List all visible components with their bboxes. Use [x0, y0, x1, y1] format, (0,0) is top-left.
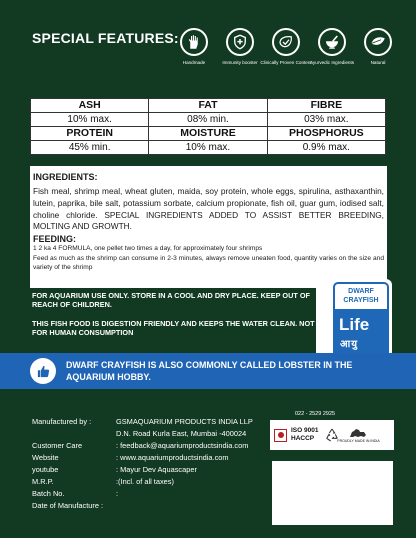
leaf-icon	[364, 28, 392, 56]
thumbs-up-icon	[30, 358, 56, 384]
feature-clinically-proven	[260, 28, 312, 65]
feature-label: Handmade	[182, 60, 206, 65]
info-key: youtube	[32, 465, 59, 474]
table-row	[31, 141, 386, 155]
info-row	[32, 500, 272, 512]
nutrient-value: 08% min.	[149, 113, 267, 127]
feeding-text-1: 1 2 ka 4 FORMULA, one pellet two times a day, for approximately four shrimps	[33, 245, 263, 253]
mortar-pestle-icon	[318, 28, 346, 56]
nutrient-value: 0.9% max.	[267, 141, 385, 155]
life-badge	[330, 279, 392, 362]
veg-mark-icon	[274, 429, 287, 442]
info-row	[32, 476, 272, 488]
table-row	[31, 99, 386, 113]
feature-immunity	[218, 28, 262, 65]
feature-icons	[172, 28, 400, 65]
iso-label: ISO 9001	[291, 427, 319, 434]
info-row	[32, 428, 272, 440]
feature-label: Clinically Proven Content	[260, 60, 312, 65]
info-row	[32, 440, 272, 452]
info-row	[32, 488, 272, 500]
feature-label: Ayurvedic Ingredients	[309, 60, 355, 65]
phone-number: 022 - 2529 2925	[295, 411, 336, 417]
label-blank-box	[272, 461, 393, 525]
nutrient-value: 03% max.	[267, 113, 385, 127]
made-in-india-text: PROUDLY MADE IN INDIA	[337, 439, 380, 443]
table-row	[31, 113, 386, 127]
info-key: Website	[32, 453, 59, 462]
info-value: D.N. Road Kurla East, Mumbai -400024	[116, 429, 247, 438]
made-in-india-badge	[337, 427, 380, 443]
table-row	[31, 127, 386, 141]
info-value: : www.aquariumproductsindia.com	[116, 453, 229, 462]
feeding-text-2: Feed as much as the shrimp can consume in 2-3 minutes, always remove uneaten food, quantity varies on the size and variety of the shrimp	[33, 254, 384, 271]
feature-natural	[356, 28, 400, 65]
info-row	[32, 416, 272, 428]
info-key: Batch No.	[32, 489, 65, 498]
hand-icon	[180, 28, 208, 56]
life-badge-hindi: आयु	[340, 339, 359, 350]
feature-ayurvedic	[310, 28, 354, 65]
info-key: Date of Manufacture :	[32, 501, 104, 510]
ingredients-text: Fish meal, shrimp meal, wheat gluten, maida, soy protein, whole eggs, spirulina, asthaxanthin, lutein, paprika, bile salt, potassium sorbate, calcium propionate, fish oil, guar gum, iodised salt, choline chloride. SPECIAL INGREDIENTS ADDED TO ASSIST BETTER BREEDING, MOLTING AND GROWTH.	[33, 186, 384, 232]
feature-label: Immunity booster	[222, 60, 258, 65]
info-value: : Mayur Dev Aquascaper	[116, 465, 197, 474]
info-key: M.R.P.	[32, 477, 54, 486]
info-value: :(Incl. of all taxes)	[116, 477, 174, 486]
nutrient-name: FAT	[149, 99, 267, 113]
nutrient-name: PROTEIN	[31, 127, 149, 141]
info-value: :	[116, 489, 119, 498]
storage-note: FOR AQUARIUM USE ONLY. STORE IN A COOL AND DRY PLACE. KEEP OUT OF REACH OF CHILDREN.	[32, 291, 310, 310]
certification-logos	[270, 420, 394, 450]
manufacturer-info	[32, 416, 272, 512]
iso-haccp-label	[291, 427, 318, 443]
life-badge-word: Life	[339, 315, 370, 334]
info-row	[32, 452, 272, 464]
ingredients-title: INGREDIENTS:	[33, 172, 98, 182]
haccp-label: HACCP	[291, 435, 315, 442]
nutrient-value: 45% min.	[31, 141, 149, 155]
nutrient-name: FIBRE	[267, 99, 385, 113]
info-row	[32, 464, 272, 476]
check-leaf-icon	[272, 28, 300, 56]
nutrient-name: PHOSPHORUS	[267, 127, 385, 141]
lion-emblem-icon	[349, 427, 367, 439]
digestion-note: THIS FISH FOOD IS DIGESTION FRIENDLY AND KEEPS THE WATER CLEAN. NOT FOR HUMAN CONSUMPTION	[32, 318, 315, 337]
feeding-title: FEEDING:	[33, 234, 77, 245]
info-key: Manufactured by :	[32, 417, 92, 426]
nutrient-name: ASH	[31, 99, 149, 113]
info-value: GSMAQUARIUM PRODUCTS INDIA LLP	[116, 417, 253, 426]
feature-handmade	[172, 28, 216, 65]
feature-label: Natural	[370, 60, 386, 65]
fact-banner-text: DWARF CRAYFISH IS ALSO COMMONLY CALLED LOBSTER IN THE AQUARIUM HOBBY.	[66, 360, 353, 382]
nutrient-value: 10% max.	[31, 113, 149, 127]
shield-plus-icon	[226, 28, 254, 56]
nutrient-value: 10% max.	[149, 141, 267, 155]
life-badge-title: DWARF CRAYFISH	[335, 284, 387, 309]
special-features-title: SPECIAL FEATURES:	[32, 30, 179, 46]
info-key	[32, 428, 116, 440]
nutrition-table	[30, 98, 386, 155]
fact-banner	[0, 353, 416, 389]
nutrient-name: MOISTURE	[149, 127, 267, 141]
info-value: : feedback@aquariumproductsindia.com	[116, 441, 249, 450]
info-value	[116, 500, 272, 512]
info-key: Customer Care	[32, 441, 83, 450]
